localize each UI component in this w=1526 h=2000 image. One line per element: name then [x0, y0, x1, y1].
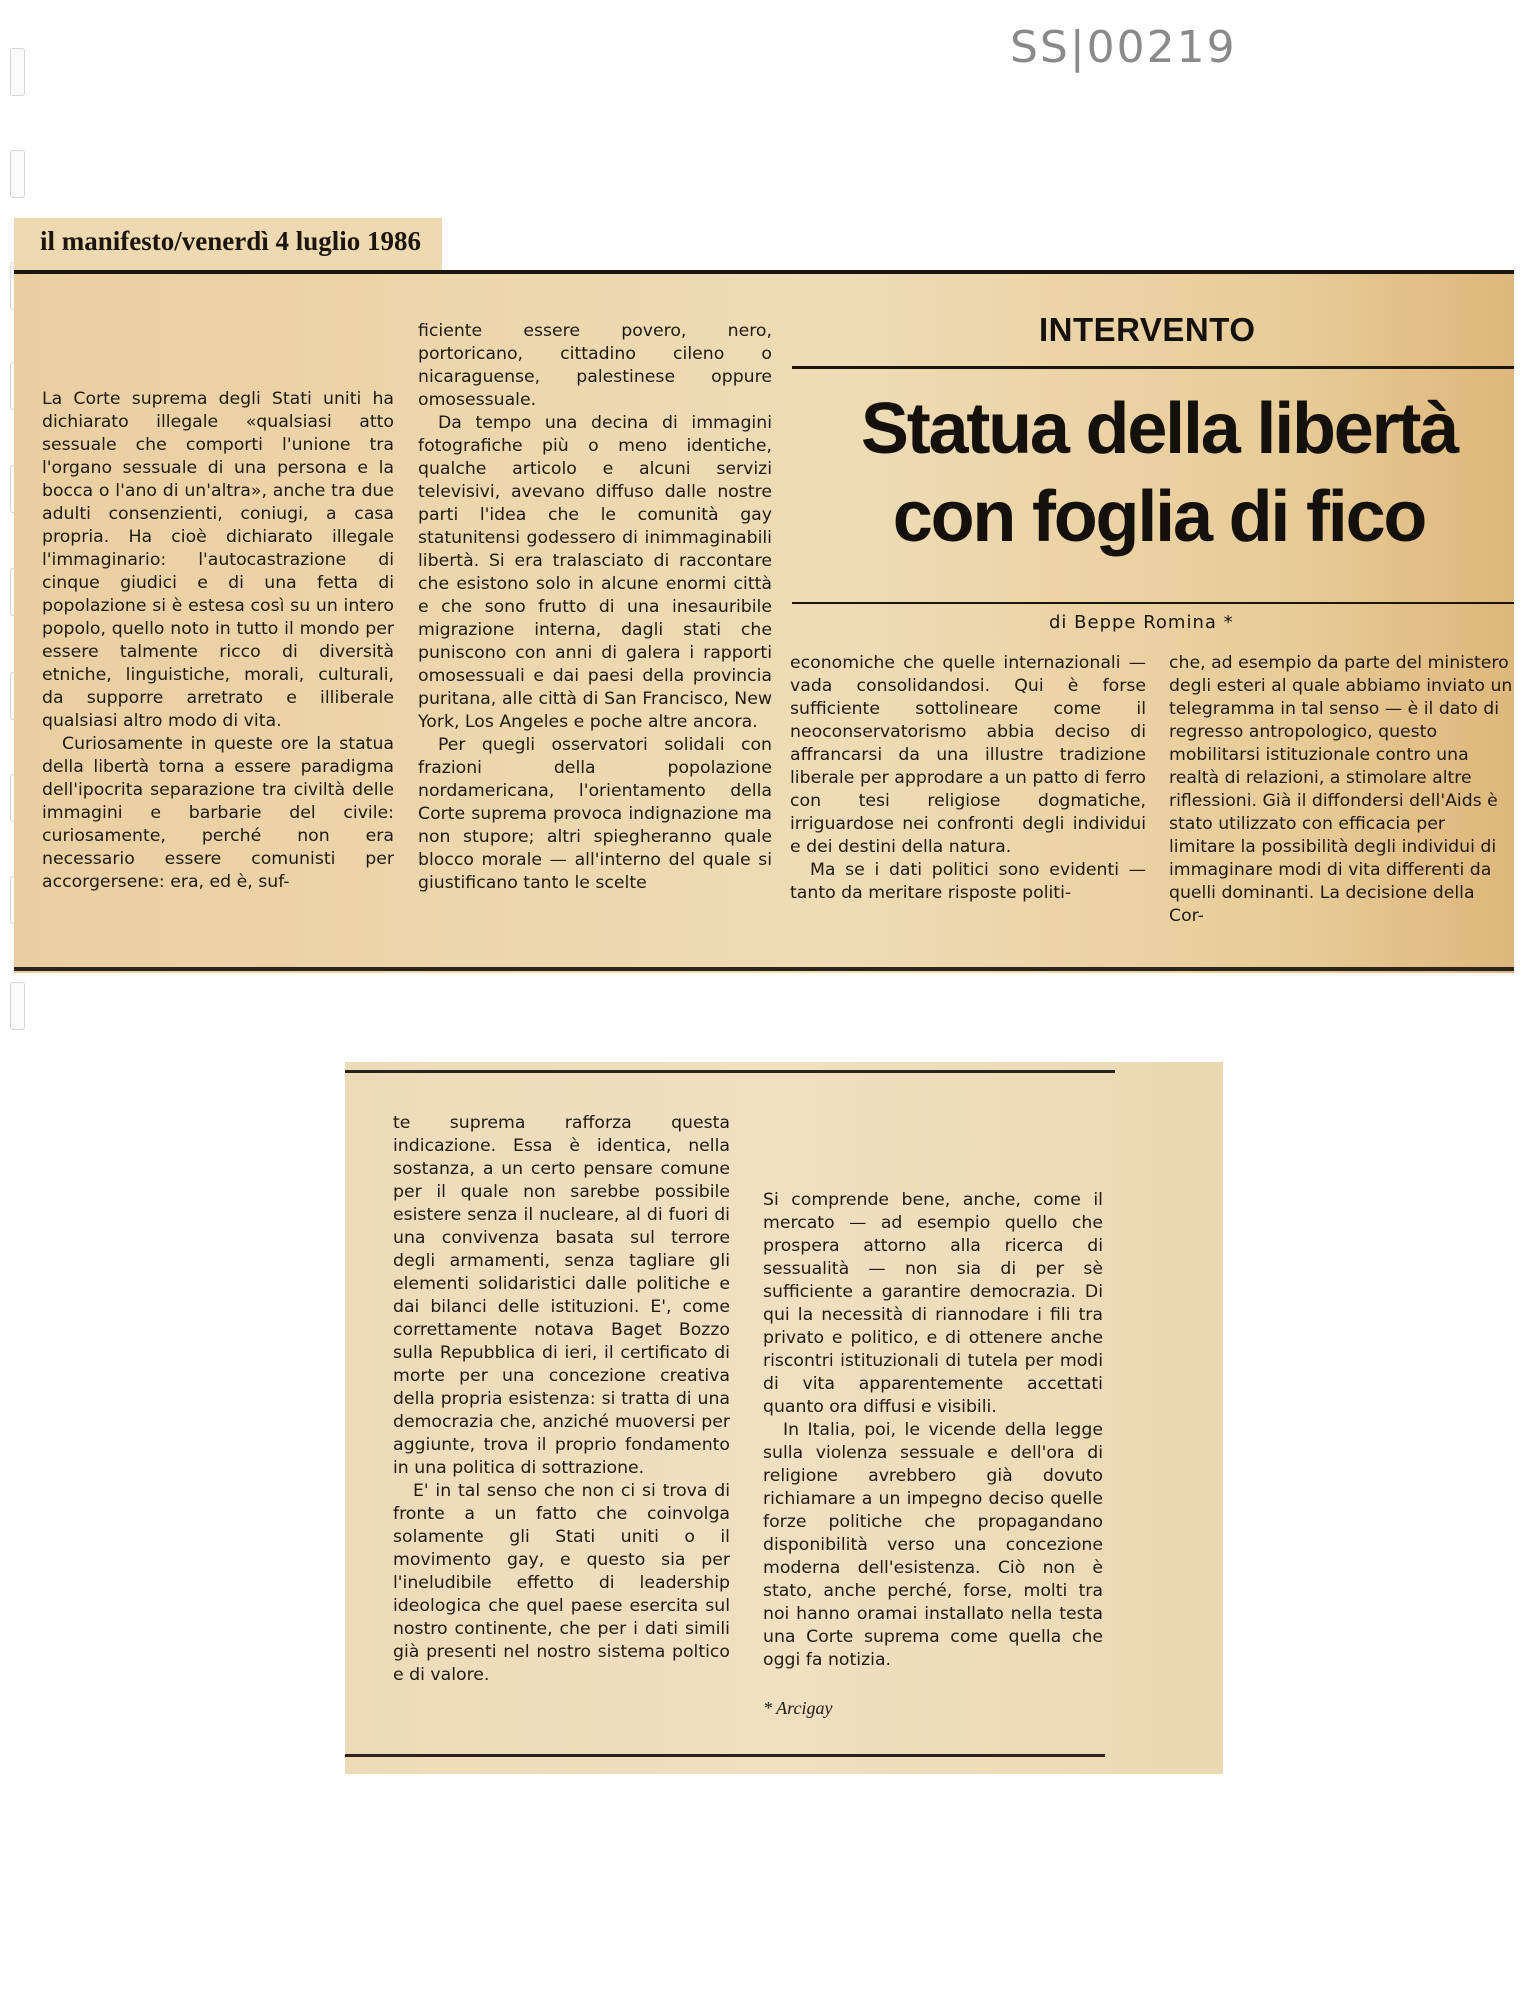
- paragraph: Si comprende bene, anche, come il mercato — ad esempio quello che prospera attorno alla ricerca di sessualità — non sia di per sè sufficiente a garantire democrazia. Di qui la necessità di riannodare i fili tra privato e politico, e di ottenere anche riscontri istituzionali di tutela per modi di vita apparentemente accettati quanto ora diffusi e visibili.: [763, 1190, 1103, 1417]
- paragraph: La Corte suprema degli Stati uniti ha dichiarato illegale «qualsiasi atto sessuale che comporti l'unione tra l'organo sessuale di una persona e la bocca o l'ano di un'altra», anche tra due adulti consenzienti, coniugi, a casa propria. Ha cioè dichiarato illegale l'immaginario: l'autocastrazione di cinque giudici e di una fetta di popolazione si è estesa così su un intero popolo, quello noto in tutto il mondo per essere talmente ricco di diversità etniche, linguistiche, morali, culturali, da supporre arretrato e illiberale qualsiasi altro modo di vita.: [42, 389, 394, 731]
- headline-line-2: con foglia di fico: [892, 477, 1426, 557]
- paragraph: Per quegli osservatori solidali con frazioni della popolazione nordamericana, l'orientamento della Corte suprema provoca indignazione ma non stupore; altri spiegheranno quale blocco morale — all'interno del quale si giustificano tanto le scelte: [418, 735, 772, 893]
- column-2: [418, 320, 772, 960]
- binder-hole: [10, 982, 25, 1030]
- headline-rule: [792, 602, 1514, 604]
- paragraph: economiche che quelle internazionali — vada consolidandosi. Qui è forse sufficiente sottolineare come il neoconservatorismo abbia deciso di affrancarsi da una illustre tradizione liberale per approdare a un patto di ferro con tesi religiose dogmatiche, irriguardose nei confronti degli individui e dei destini della natura.: [790, 653, 1146, 857]
- headline: [804, 385, 1514, 561]
- clipping-top: [14, 270, 1514, 973]
- kicker-rule: [792, 366, 1514, 369]
- masthead-text: il manifesto/venerdì 4 luglio 1986: [40, 226, 421, 256]
- paragraph: ficiente essere povero, nero, portoricano, cittadino cileno o nicaraguense, palestinese oppure omosessuale.: [418, 321, 772, 410]
- footnote: * Arcigay: [763, 1698, 833, 1718]
- archive-code: SS|00219: [1010, 22, 1237, 73]
- column-6: [763, 1189, 1103, 1674]
- masthead: [14, 218, 442, 270]
- column-3: [790, 652, 1146, 952]
- binder-hole: [10, 150, 25, 198]
- headline-line-1: Statua della libertà: [860, 389, 1458, 469]
- binder-hole: [10, 48, 25, 96]
- top-rule: [14, 270, 1514, 274]
- paragraph: In Italia, poi, le vicende della legge sulla violenza sessuale e dell'ora di religione avrebbero già dovuto richiamare a un impegno deciso quelle forze politiche che propagandano disponibilità verso una concezione moderna dell'esistenza. Ciò non è stato, anche perché, forse, molti tra noi hanno oramai installato nella testa una Corte suprema come quella che oggi fa notizia.: [763, 1420, 1103, 1670]
- paragraph: Da tempo una decina di immagini fotografiche più o meno identiche, qualche articolo e alcuni servizi televisivi, avevano diffuso dalle nostre parti l'idea che le comunità gay statunitensi godessero di inimmaginabili libertà. Si era tralasciato di raccontare che esistono solo in alcune enormi città e che sono frutto di una inesauribile migrazione interna, dagli stati che puniscono con anni di galera i rapporti omosessuali e dai paesi della provincia puritana, alle città di San Francisco, New York, Los Angeles e poche altre ancora.: [418, 413, 772, 732]
- top-rule: [345, 1070, 1115, 1073]
- paragraph: E' in tal senso che non ci si trova di fronte a un fatto che coinvolga solamente gli Stati uniti o il movimento gay, e questo sia per l'ineludibile effetto di leadership ideologica che quel paese esercita sul nostro continente, che per i dati simili già presenti nel nostro sistema poltico e di valore.: [393, 1481, 730, 1685]
- column-1: [42, 388, 394, 956]
- kicker: INTERVENTO: [1039, 311, 1256, 348]
- column-4: [1169, 652, 1514, 952]
- bottom-rule: [345, 1754, 1105, 1757]
- paragraph: te suprema rafforza questa indicazione. Essa è identica, nella sostanza, a un certo pensare comune per il quale non sarebbe possibile esistere senza il nucleare, al di fuori di una convivenza basata sul terrore degli armamenti, senza tagliare gli elementi solidaristici dalle politiche e dai bilanci delle istituzioni. E', come correttamente notava Baget Bozzo sulla Repubblica di ieri, il certificato di morte per una concezione creativa della propria esistenza: si tratta di una democrazia che, anziché muoversi per aggiunte, trova il proprio fondamento in una politica di sottrazione.: [393, 1113, 730, 1478]
- byline: di Beppe Romina *: [1049, 612, 1234, 633]
- clipping-bottom: [345, 1062, 1223, 1774]
- column-5: [393, 1112, 730, 1727]
- paragraph: Ma se i dati politici sono evidenti — tanto da meritare risposte politi-: [790, 860, 1146, 903]
- paragraph: Curiosamente in queste ore la statua della libertà torna a essere paradigma dell'ipocrita separazione tra civiltà delle immagini e barbarie del civile: curiosamente, perché non era necessario essere comunisti per accorgersene: era, ed è, suf-: [42, 734, 394, 892]
- paragraph: che, ad esempio da parte del ministero degli esteri al quale abbiamo inviato un telegramma in tal senso — è il dato di regresso antropologico, questo mobilitarsi istituzionale contro una realtà di relazioni, a stimolare altre riflessioni. Già il diffondersi dell'Aids è stato utilizzato con efficacia per limitare la possibilità degli individui di immaginare modi di vita differenti da quelli dominanti. La decisione della Cor-: [1169, 653, 1513, 926]
- bottom-rule: [14, 967, 1514, 971]
